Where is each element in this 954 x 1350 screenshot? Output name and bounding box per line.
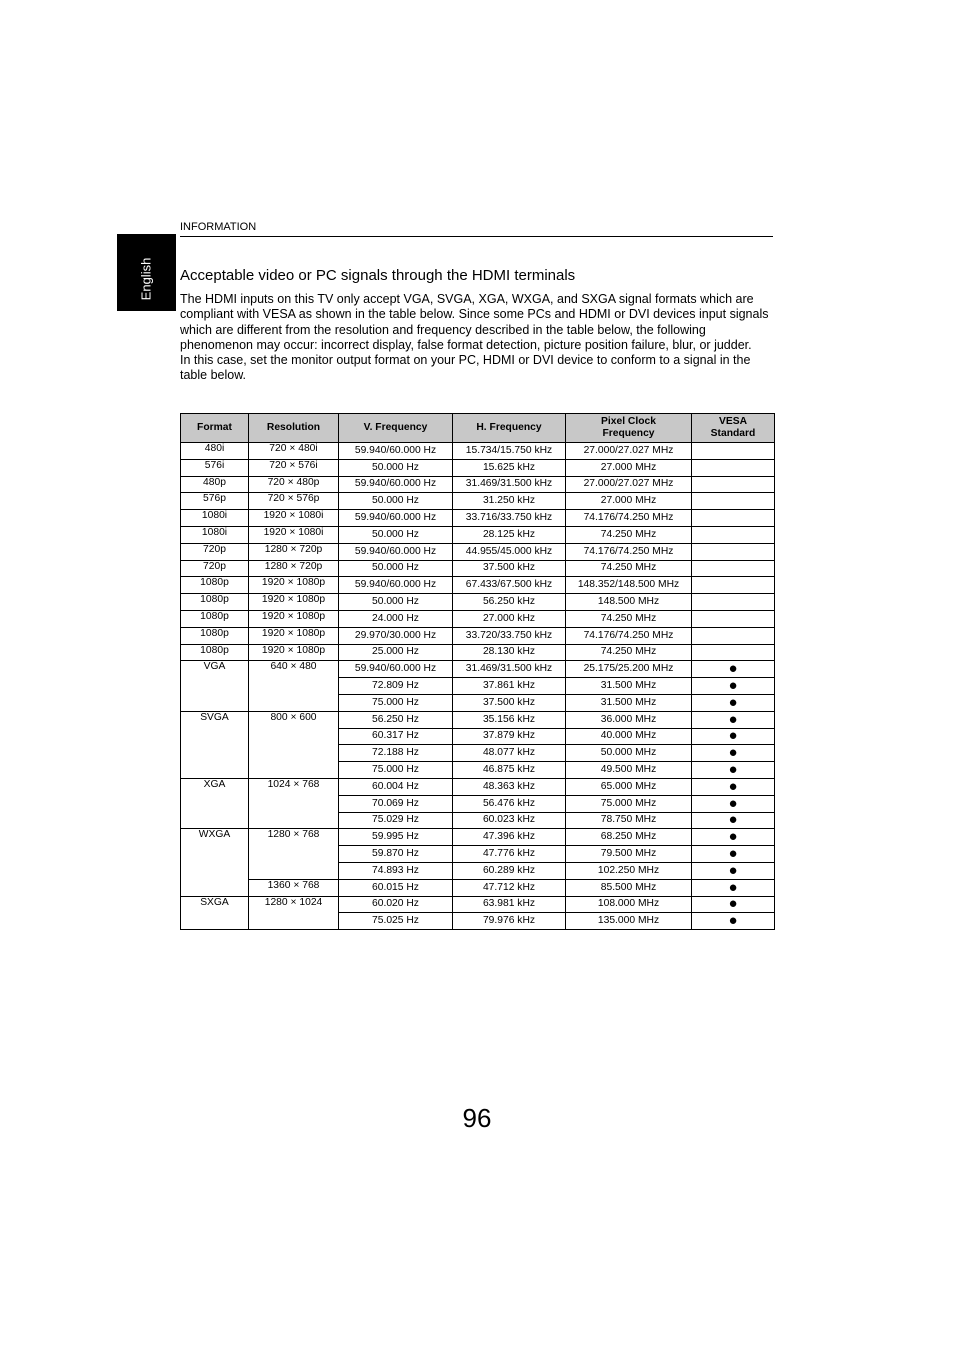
column-header-line: Standard <box>710 428 756 439</box>
v-frequency-cell: 59.940/60.000 Hz <box>339 661 453 678</box>
resolution-cell: 1920 × 1080i <box>249 510 339 527</box>
pixel-clock-cell: 74.176/74.250 MHz <box>566 543 692 560</box>
vesa-cell <box>692 812 775 829</box>
column-header <box>566 414 692 443</box>
pixel-clock-cell: 74.176/74.250 MHz <box>566 510 692 527</box>
resolution-cell: 800 × 600 <box>249 711 339 778</box>
table-row <box>181 627 775 644</box>
vesa-cell <box>692 443 775 460</box>
vesa-cell <box>692 459 775 476</box>
pixel-clock-cell: 27.000 MHz <box>566 493 692 510</box>
format-cell: 1080p <box>181 594 249 611</box>
vesa-cell <box>692 711 775 728</box>
pixel-clock-cell: 108.000 MHz <box>566 896 692 913</box>
v-frequency-cell: 25.000 Hz <box>339 644 453 661</box>
resolution-cell: 1360 × 768 <box>249 879 339 896</box>
table-row <box>181 543 775 560</box>
pixel-clock-cell: 27.000/27.027 MHz <box>566 443 692 460</box>
v-frequency-cell: 50.000 Hz <box>339 560 453 577</box>
pixel-clock-cell: 75.000 MHz <box>566 795 692 812</box>
pixel-clock-cell: 135.000 MHz <box>566 913 692 930</box>
format-cell: 1080p <box>181 627 249 644</box>
vesa-mark: ● <box>728 861 738 879</box>
resolution-cell: 1280 × 768 <box>249 829 339 879</box>
section-heading: Acceptable video or PC signals through the HDMI terminals <box>180 267 576 284</box>
table-row <box>181 594 775 611</box>
vesa-mark: ● <box>728 761 738 779</box>
pixel-clock-cell: 27.000 MHz <box>566 459 692 476</box>
pixel-clock-cell: 74.176/74.250 MHz <box>566 627 692 644</box>
v-frequency-cell: 75.000 Hz <box>339 762 453 779</box>
pixel-clock-cell: 68.250 MHz <box>566 829 692 846</box>
v-frequency-cell: 59.940/60.000 Hz <box>339 510 453 527</box>
h-frequency-cell: 60.023 kHz <box>453 812 566 829</box>
h-frequency-cell: 37.879 kHz <box>453 728 566 745</box>
vesa-cell <box>692 795 775 812</box>
pixel-clock-cell: 148.500 MHz <box>566 594 692 611</box>
vesa-mark: ● <box>728 895 738 913</box>
v-frequency-cell: 50.000 Hz <box>339 526 453 543</box>
table-row <box>181 560 775 577</box>
format-cell: 576i <box>181 459 249 476</box>
running-header: INFORMATION <box>180 221 257 233</box>
h-frequency-cell: 56.250 kHz <box>453 594 566 611</box>
vesa-cell <box>692 829 775 846</box>
intro-paragraph: In this case, set the monitor output format on your PC, HDMI or DVI device to conform to a signal in the table below. <box>180 353 751 383</box>
v-frequency-cell: 70.069 Hz <box>339 795 453 812</box>
h-frequency-cell: 31.469/31.500 kHz <box>453 476 566 493</box>
v-frequency-cell: 60.004 Hz <box>339 778 453 795</box>
vesa-cell <box>692 778 775 795</box>
vesa-mark: ● <box>728 744 738 762</box>
format-cell: 1080p <box>181 610 249 627</box>
pixel-clock-cell: 25.175/25.200 MHz <box>566 661 692 678</box>
h-frequency-cell: 33.720/33.750 kHz <box>453 627 566 644</box>
vesa-mark: ● <box>728 794 738 812</box>
h-frequency-cell: 15.734/15.750 kHz <box>453 443 566 460</box>
vesa-mark: ● <box>728 828 738 846</box>
format-cell: VGA <box>181 661 249 711</box>
h-frequency-cell: 35.156 kHz <box>453 711 566 728</box>
pixel-clock-cell: 78.750 MHz <box>566 812 692 829</box>
table-row <box>181 493 775 510</box>
h-frequency-cell: 44.955/45.000 kHz <box>453 543 566 560</box>
resolution-cell: 1920 × 1080p <box>249 627 339 644</box>
v-frequency-cell: 72.809 Hz <box>339 678 453 695</box>
vesa-cell <box>692 728 775 745</box>
h-frequency-cell: 33.716/33.750 kHz <box>453 510 566 527</box>
resolution-cell: 1280 × 720p <box>249 543 339 560</box>
vesa-cell <box>692 879 775 896</box>
v-frequency-cell: 60.015 Hz <box>339 879 453 896</box>
v-frequency-cell: 29.970/30.000 Hz <box>339 627 453 644</box>
h-frequency-cell: 47.396 kHz <box>453 829 566 846</box>
vesa-cell <box>692 694 775 711</box>
pixel-clock-cell: 50.000 MHz <box>566 745 692 762</box>
signal-table-body <box>181 443 775 930</box>
h-frequency-cell: 31.469/31.500 kHz <box>453 661 566 678</box>
table-row <box>181 443 775 460</box>
h-frequency-cell: 37.500 kHz <box>453 694 566 711</box>
vesa-mark: ● <box>728 693 738 711</box>
intro-paragraph: The HDMI inputs on this TV only accept VGA, SVGA, XGA, WXGA, and SXGA signal formats which are compliant with VESA as shown in the table below. Since some PCs and HDMI or DVI devices input signals which are different from the resolution and frequency described in the table below, the following phenomenon may occur: incorrect display, false format detection, picture position failure, blur, or judder. <box>180 292 769 352</box>
resolution-cell: 1024 × 768 <box>249 778 339 828</box>
vesa-cell <box>692 594 775 611</box>
table-row <box>181 879 775 896</box>
v-frequency-cell: 50.000 Hz <box>339 459 453 476</box>
h-frequency-cell: 15.625 kHz <box>453 459 566 476</box>
vesa-cell <box>692 896 775 913</box>
vesa-mark: ● <box>728 811 738 829</box>
pixel-clock-cell: 74.250 MHz <box>566 644 692 661</box>
table-row <box>181 896 775 913</box>
vesa-mark: ● <box>728 777 738 795</box>
pixel-clock-cell: 27.000/27.027 MHz <box>566 476 692 493</box>
resolution-cell: 1280 × 720p <box>249 560 339 577</box>
format-cell: 720p <box>181 543 249 560</box>
h-frequency-cell: 27.000 kHz <box>453 610 566 627</box>
pixel-clock-cell: 74.250 MHz <box>566 560 692 577</box>
h-frequency-cell: 79.976 kHz <box>453 913 566 930</box>
v-frequency-cell: 72.188 Hz <box>339 745 453 762</box>
h-frequency-cell: 46.875 kHz <box>453 762 566 779</box>
table-row <box>181 644 775 661</box>
v-frequency-cell: 60.317 Hz <box>339 728 453 745</box>
pixel-clock-cell: 79.500 MHz <box>566 846 692 863</box>
table-row <box>181 711 775 728</box>
h-frequency-cell: 28.125 kHz <box>453 526 566 543</box>
resolution-cell: 720 × 576p <box>249 493 339 510</box>
vesa-mark: ● <box>728 710 738 728</box>
vesa-mark: ● <box>728 845 738 863</box>
language-tab <box>117 234 176 311</box>
table-row <box>181 476 775 493</box>
column-header-line: VESA <box>718 416 748 427</box>
vesa-cell <box>692 846 775 863</box>
v-frequency-cell: 59.940/60.000 Hz <box>339 443 453 460</box>
pixel-clock-cell: 74.250 MHz <box>566 526 692 543</box>
vesa-mark: ● <box>728 727 738 745</box>
pixel-clock-cell: 49.500 MHz <box>566 762 692 779</box>
vesa-cell <box>692 644 775 661</box>
pixel-clock-cell: 74.250 MHz <box>566 610 692 627</box>
vesa-cell <box>692 661 775 678</box>
pixel-clock-cell: 85.500 MHz <box>566 879 692 896</box>
format-cell: 480p <box>181 476 249 493</box>
format-cell: 576p <box>181 493 249 510</box>
table-row <box>181 577 775 594</box>
resolution-cell: 1920 × 1080p <box>249 610 339 627</box>
vesa-cell <box>692 526 775 543</box>
format-cell: SXGA <box>181 896 249 930</box>
table-row <box>181 829 775 846</box>
h-frequency-cell: 48.363 kHz <box>453 778 566 795</box>
vesa-cell <box>692 560 775 577</box>
table-row <box>181 778 775 795</box>
v-frequency-cell: 59.940/60.000 Hz <box>339 543 453 560</box>
format-cell: 720p <box>181 560 249 577</box>
resolution-cell: 1920 × 1080i <box>249 526 339 543</box>
resolution-cell: 1920 × 1080p <box>249 594 339 611</box>
vesa-mark: ● <box>728 660 738 678</box>
vesa-cell <box>692 577 775 594</box>
resolution-cell: 1920 × 1080p <box>249 644 339 661</box>
pixel-clock-cell: 102.250 MHz <box>566 862 692 879</box>
format-cell: 480i <box>181 443 249 460</box>
resolution-cell: 720 × 480i <box>249 443 339 460</box>
column-header <box>453 414 566 443</box>
table-row <box>181 526 775 543</box>
column-header <box>339 414 453 443</box>
h-frequency-cell: 47.712 kHz <box>453 879 566 896</box>
pixel-clock-cell: 31.500 MHz <box>566 694 692 711</box>
v-frequency-cell: 59.995 Hz <box>339 829 453 846</box>
language-label: English <box>138 257 154 301</box>
vesa-cell <box>692 627 775 644</box>
resolution-cell: 720 × 480p <box>249 476 339 493</box>
vesa-mark: ● <box>728 912 738 930</box>
format-cell: XGA <box>181 778 249 828</box>
vesa-cell <box>692 745 775 762</box>
table-row <box>181 510 775 527</box>
resolution-cell: 1280 × 1024 <box>249 896 339 930</box>
resolution-cell: 1920 × 1080p <box>249 577 339 594</box>
signal-table <box>180 413 775 930</box>
format-cell: 1080p <box>181 577 249 594</box>
v-frequency-cell: 50.000 Hz <box>339 493 453 510</box>
column-header-line: Resolution <box>266 422 321 433</box>
v-frequency-cell: 59.940/60.000 Hz <box>339 476 453 493</box>
vesa-cell <box>692 510 775 527</box>
v-frequency-cell: 59.940/60.000 Hz <box>339 577 453 594</box>
vesa-mark: ● <box>728 878 738 896</box>
h-frequency-cell: 56.476 kHz <box>453 795 566 812</box>
v-frequency-cell: 60.020 Hz <box>339 896 453 913</box>
vesa-mark: ● <box>728 677 738 695</box>
vesa-cell <box>692 476 775 493</box>
vesa-cell <box>692 610 775 627</box>
v-frequency-cell: 75.000 Hz <box>339 694 453 711</box>
v-frequency-cell: 75.029 Hz <box>339 812 453 829</box>
h-frequency-cell: 48.077 kHz <box>453 745 566 762</box>
header-row <box>181 414 775 443</box>
v-frequency-cell: 56.250 Hz <box>339 711 453 728</box>
column-header <box>181 414 249 443</box>
resolution-cell: 640 × 480 <box>249 661 339 711</box>
v-frequency-cell: 50.000 Hz <box>339 594 453 611</box>
pixel-clock-cell: 40.000 MHz <box>566 728 692 745</box>
h-frequency-cell: 37.861 kHz <box>453 678 566 695</box>
column-header-line: H. Frequency <box>476 422 542 433</box>
v-frequency-cell: 74.893 Hz <box>339 862 453 879</box>
column-header-line: V. Frequency <box>363 422 428 433</box>
resolution-cell: 720 × 576i <box>249 459 339 476</box>
format-cell: SVGA <box>181 711 249 778</box>
vesa-cell <box>692 762 775 779</box>
vesa-cell <box>692 543 775 560</box>
h-frequency-cell: 37.500 kHz <box>453 560 566 577</box>
h-frequency-cell: 67.433/67.500 kHz <box>453 577 566 594</box>
pixel-clock-cell: 65.000 MHz <box>566 778 692 795</box>
table-row <box>181 661 775 678</box>
header-rule <box>180 236 773 237</box>
table-row <box>181 459 775 476</box>
vesa-cell <box>692 678 775 695</box>
signal-table-header <box>181 414 775 443</box>
vesa-cell <box>692 862 775 879</box>
h-frequency-cell: 63.981 kHz <box>453 896 566 913</box>
format-cell: 1080p <box>181 644 249 661</box>
pixel-clock-cell: 148.352/148.500 MHz <box>566 577 692 594</box>
pixel-clock-cell: 31.500 MHz <box>566 678 692 695</box>
vesa-cell <box>692 913 775 930</box>
pixel-clock-cell: 36.000 MHz <box>566 711 692 728</box>
column-header-line: Pixel Clock <box>601 416 656 427</box>
v-frequency-cell: 59.870 Hz <box>339 846 453 863</box>
h-frequency-cell: 31.250 kHz <box>453 493 566 510</box>
format-cell: 1080i <box>181 526 249 543</box>
format-cell: WXGA <box>181 829 249 896</box>
format-cell: 1080i <box>181 510 249 527</box>
column-header <box>692 414 775 443</box>
column-header <box>249 414 339 443</box>
column-header-line: Frequency <box>602 428 655 439</box>
v-frequency-cell: 75.025 Hz <box>339 913 453 930</box>
page-number: 96 <box>462 1103 492 1133</box>
table-row <box>181 610 775 627</box>
vesa-cell <box>692 493 775 510</box>
h-frequency-cell: 47.776 kHz <box>453 846 566 863</box>
column-header-line: Format <box>197 422 232 433</box>
intro-text <box>180 292 774 384</box>
v-frequency-cell: 24.000 Hz <box>339 610 453 627</box>
h-frequency-cell: 60.289 kHz <box>453 862 566 879</box>
h-frequency-cell: 28.130 kHz <box>453 644 566 661</box>
